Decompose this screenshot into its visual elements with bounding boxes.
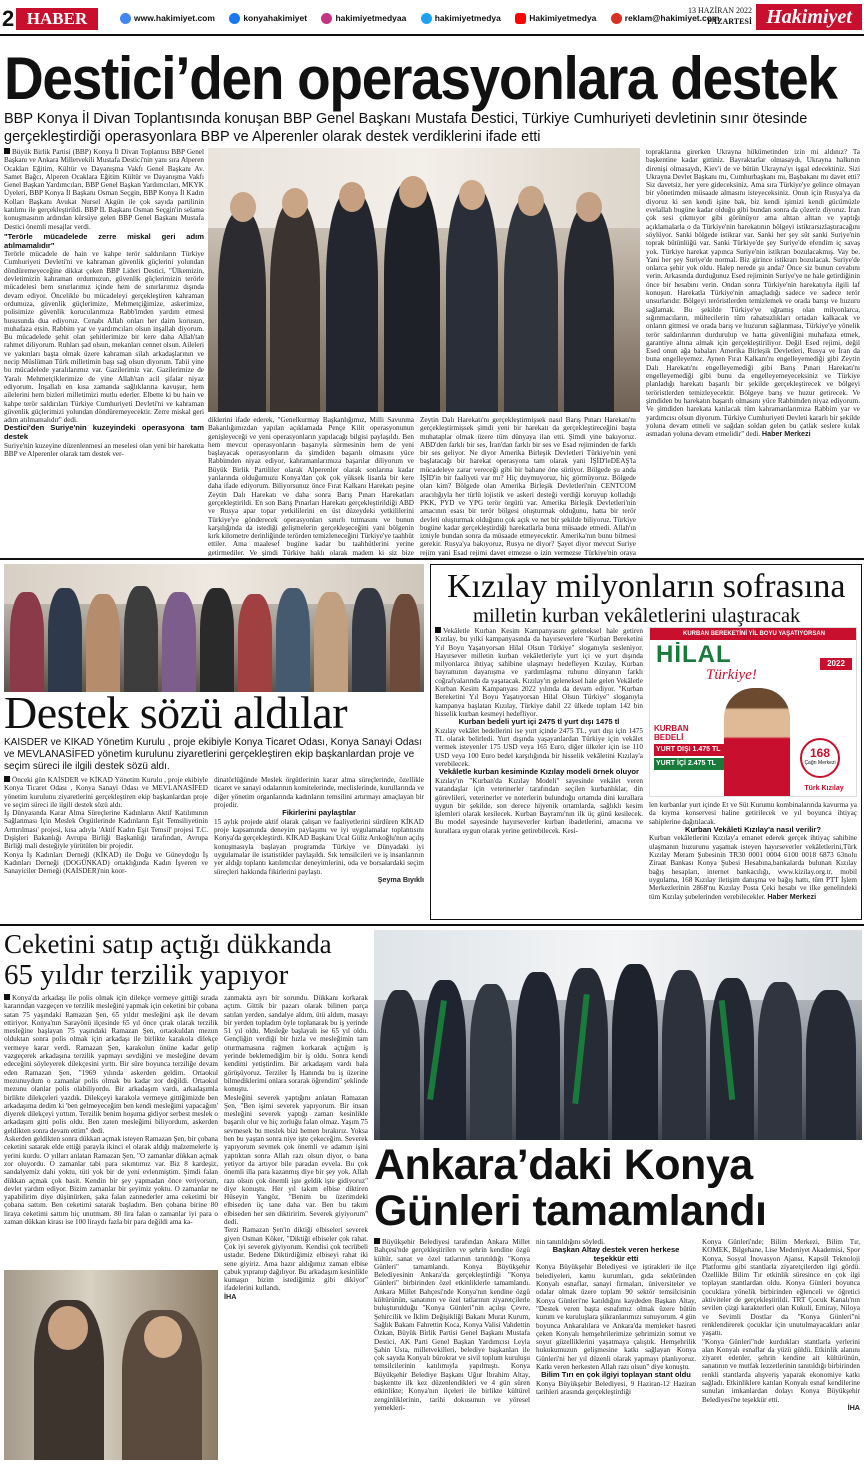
story5-paragraph: Konya Büyükşehir Belediyesi, 9 Haziran-12 Haziran tarihleri arasında gerçekleştirdiği (536, 1379, 696, 1397)
story1-paragraph: Büyük Birlik Partisi (BBP) Konya İl Divan Toplantısı BBP Genel Başkanı ve Ankara Milletvekili Mustafa Destici'nin yanı sıra Alperen Ocakları Eğitim, Kültür ve Dayanışma Vakfı Genel Başkanı Av. Samet Bağcı, Alperen Ocaklara Eğitim Kültür ve Dayanışma Vakfı Genel Başkan Yardımcıları, BBP Genel Başkan Yardımcıları, MKYK Üyeleri, BBP Konya İl Başkanı Osman Seçgin, BBP Konya İl Kadın Kolları Başkanı Avukat Nursel Akgün ile çok sayıda partilinin katılımı ile gerçekleştirildi. BBP İL Başkanı Osman Seçgin'in selama konuşmasının ardından kürsüye gelen BBP Genel Başkanı Mustafa Destici önemli mesajlar verdi. (4, 148, 204, 231)
story2-paragraph: İş Dünyasında Karar Alma Süreçlerine Kadınların Aktif Katılımının Sağlanması İçin Meslek Örgütlerinde Kadınların Eşit Temsiliyetinin Arttırılması' projesi, kısa adıyla 'Aktif Kadın Eşit Temsil' projesi T.C. Dışişleri Bakanlığı Avrupa Birliği Başkanlığı tarafından, Avrupa Birliği mali desteğiyle yürütülen bir projedir. (4, 809, 208, 851)
story3-headline-2: milletin kurban vekâletlerini ulaştıracak (473, 605, 801, 627)
page-number: 2 (2, 6, 15, 31)
bullet-square (4, 776, 10, 782)
divider (0, 558, 864, 560)
story5-col1 (374, 1238, 530, 1460)
ad-price-1: YURT DIŞI 1.475 TL (654, 744, 724, 756)
email-link[interactable]: reklam@hakimiyet.com (611, 13, 720, 23)
twitter-icon (421, 13, 432, 24)
story3-paragraph: Kızılay'ın "Kurban'da Kızılay Modeli" sayesinde vekâlet veren vatandaşlar için veterinerler tarafından seçilen kurbanlıklar, din görevlileri, veterinerler ve noterlerin bulunduğu ortamda dini kurallara uygun bir şekilde, son derece hijyenik ortamlarda, sağlıklı kesim işlemleri olarak kesilecek. Kurban Bayramı'nın ilk üç günü kesilecek. Bu model sayesinde hayırseverler kurban ibadetlerini, amacına ve kurallara uygun olarak yerine getirebilecek. Kesi- (435, 776, 643, 835)
facebook-icon (229, 13, 240, 24)
story5-paragraph: Büyükşehir Belediyesi tarafından Ankara Millet Bahçesi'nde gerçekleştirilen ve şehrin kendine özgü kültür, sanat ve özel tatlarının tanıtıldığı "Konya Günleri" tamamlandı. Konya Büyükşehir Belediyesinin Ankara'da gerçekleştirdiği "Konya Günleri" birbirinden özel etkinliklerle tamamlandı. Ankara Millet Bahçesi'nde Konya'nın kendine özgü kültürünün, sanatının ve özel tatlarının ziyaretçilerle buluşturulduğu "Konya Günleri"nin açılışı Çevre, Şehircilik ve İklim Değişikliği Bakanı Murat Kurum, Sağlık Bakanı Fahrettin Koca, Konya Valisi Vahdettin Özkan, Büyük Birlik Partisi Genel Başkanı Mustafa Destici, AK Parti Genel Başkan Yardımcısı Leyla Şahin Usta, milletvekilleri, belediye başkanları ile çok sayıda Konyalı bürokrat ve sivil toplum kuruluşu temsilcilerinin katılımıyla yapılmıştı. Konya Büyükşehir Belediye Başkanı Uğur İbrahim Altay, başkentte ilk kez düzenlendikleri ve 4 gün süren etkinlikte; Konya'nın ilçeleri ile birlikte kültürel zenginliklerinin, tarihi dokusunun ve yöresel yemekleri- (374, 1238, 530, 1412)
ad-hotline: 168 (809, 746, 831, 760)
ad-title-2: Türkiye! (706, 667, 757, 683)
story2-paragraph: Konya İş Kadınları Derneği (KİKAD) ile Doğu ve Güneydoğu İş Kadınları Derneği (DOGÜNKAD) ortaklığında Kadın İşveren ve Sanayiciler Derneği (KAİSDER)'nin koor- (4, 850, 208, 876)
ad-year: 2022 (820, 658, 852, 670)
story2-paragraph: 15 aylık projede aktif olarak çalışan ve faaliyetlerini sürdüren KİKAD proje kapsamında deneyim paylaşımı ve iyi uygulamalar toplantısını Konya'da gerçekleştirdi. KİKAD Başkanı Ucal Güliz Arıkoğlu'nun açılış konuşmasıyla başlayan programda Türkiye ve Dünyadaki iyi uygulamalar ile istatistikler paylaşıldı. Sık temsilcileri ve iş insanlarının yer aldığı toplantı katılımcılar deneyimlerini, oda ve borsalardaki seçim süreçleri hakkında fikirlerini paylaştı. (214, 817, 424, 876)
bullet-square (4, 148, 10, 154)
story1-col2: diklerini ifade ederek, "Genelkurmay Başkanlığımız, Milli Savunma Bakanlığımızdan yapılan açıklamada Pençe Kilit operasyonunun genişleyeceği ve yeni operasyonların yapılacağı bilgisi paylaşıldı. Ben hem mevcut operasyonların başarıyla sürmesinin hem de yeni başlayacak operasyonların da şimdiden başarılı olmasını yüce Rabbimden niyaz ediyor, kahramanlarımıza başarılar diliyorum ve Büyük Birlik Partililer olarak Alperenler olarak sonlarına kadar yanlarında olduğumuzu Konya'dan çok çok yüksek lisanla bir kere daha ifade ediyorum. Biliyorsunuz önce Fırat Kalkanı Harekatı peşine Zeytin Dalı Harekatı ve daha sonra Barış Pınarı Harekatları gerçekleştirildi. En son Barış Pınarları Harekatı gerçekleştirildiği ABD ve Rusya apar topar yetkililerini en üst düzeydeki yetkililerini Türkiye'ye gönderecek operasyonları sınırlı tutmasını ve bunun karşılığında da istediği gelişmelerin gerçekleşeceğini yani bölgenin kırk kilometre derinliğinde terörden temizleneceğini Türkiye'ye taahhüt ettiler. Ama maalesef bugüne kadar bu taahhütlerini yerine getirmediler. Ve şimdi Türkiye haklı olarak madem ki siz bize (208, 416, 414, 556)
ad-label-2: BEDELİ (654, 733, 684, 742)
social-links (120, 11, 720, 25)
story4-col2 (224, 994, 368, 1460)
story1-headline: Destici’den operasyonlara destek (4, 44, 837, 113)
youtube-link[interactable]: Hakimiyetmedya (515, 13, 596, 23)
story5-photo (374, 930, 862, 1140)
website-link[interactable]: www.hakimiyet.com (120, 13, 215, 23)
instagram-icon (321, 13, 332, 24)
story2-photo (4, 564, 424, 692)
bullet-square (4, 994, 10, 1000)
twitter-link[interactable]: hakimiyetmedya (421, 13, 501, 23)
story5-paragraph: Konya Günleri'nde; Bilim Merkezi, Bilim Tır, KOMEK, Bilgehane, Lise Medeniyet Akademisi, Spor Konya, Sosyal İnovasyon Ajansı, Kapsül Teknoloji Platformu gibi stantlarla ziyaretçilerden ilgi gördü. Özellikle Bilim Tır etkinlik süresince en çok ilgi toplayan stantlardan oldu. Konya Günleri boyunca çocuklara yönelik birbirinden eğlenceli ve öğretici aktiviteler de gerçekleştirildi. TRT Çocuk Kanalı'nın sevilen çizgi karakterleri olan Kukuli, Emiray, Niloya ve Sevimli Dostlar da "Konya Günleri"ni renklendirerek çocuklar için unutulmayacakları anlar yaşattı. (702, 1238, 860, 1338)
story2-paragraph: dinatörlüğünde Meslek örgütlerinin karar alma süreçlerinde, özellikle ticaret ve sanayi odalarının komitelerinde, meclislerinde, kurullarında ve diğer yönetim organlarında kadınların temsilini artırmayı amaçlayan bir projedir. (214, 776, 424, 809)
byline: Haber Merkezi (761, 429, 811, 439)
story1-paragraph: topraklarına girerken Ukrayna hükümetinden izin mi aldınız? Ta başkentine kadar gittiniz. Bayraktarlar olmasaydı, Ukrayna halkının direnişi olmasaydı, Kiev'i de ve bütün Ukrayna'yı işgal edecektiniz. Sizi Ukrayna Devlet Başkanı mı, Cumhurbaşkanı mı, Başbakanı mı davet etti? Siz davetsiz, her yere gideceksiniz. Ama sıra Türkiye'ye gelince olmayan bir yönetimden müsaade almasını isteyeceksiniz. Onun için Rusya'ya da diyoruz ki sen kendi işine bak, biz kendi işimizi kendi gücümüzle evelallah bugüne kadar olduğu gibi bundan sonra da çözeriz diyoruz. İran çok sesi çıkmıyor gibi görünüyor ama alttan alttan ve yaptığı açıklamalarla o da Türkiye'nin harekatının bölgeyi istikrarsızlaştıracağını söylüyor. Sanki bölgede istikrar var. Sanki her şey süt sanki Suriye'nin toprak bütünlüğü var. Sanki Türkiye'de şey Suriye'de efendim iç savaş yok. Türkiye harekat yapınca Suriye'nin istikrarı bozulacakmış. Vay be. Yani her şey Suriye'de normal. Biz girince istikrarı bozulacak. Suriye'de onlarca şehir yok oldu. Halep nerede şu anda? Önce siz bunun cevabını verin. Arkasında durduğunuz Esed rejiminin Suriye'ye ne hale getirdiğinin önce bir hesabını verin. Ondan sonra Türkiye'nin harekatıyla ilgili laf konuşun. Harekatla Türkiye'nin amaçladığı sadece ve sadece terör unsurlarıdır. Bölgeyi teröristlerden temizlemek ve orada barışı ve huzuru sağlamak. Bu şekilde Türkiye'ye uğramış olan milyonlarca, sığınmacıların, mültecilerin tüm rahatsızlıkları ortadan kalkacak ve onların gitmesi ve orada barış ve huzurun sağlanması, Türkiye'ye yönelik terör saldırılarının durdurulup ve hatta güvenliğini muhafaza etmek, garantiye altına almak için gerçekleştiriliyor. Değil Esed rejimi, değil Esed onun ağa babaları Amerika Birleşik Devletleri, Rusya ve İran da buna engelleyemez. Aynen Fırat Kalkanı'nı engelleyemediği gibi Zeytin Dalı Harekatı'nı engelleyemediği gibi Barış Pınarı Harekatı'nı engelleyemediği gibi bunu da engelleyemeyeceksiniz ve Türkiye planladığı harekatı başarılı bir şekilde gerçekleştirecek ve bölgeyi teröristlerden temizleyecektir. Bölgeye barış ve huzur getirecek. Ve şimdiden bu harekatın başarılı olmasını yüce Rabbimden niyaz ediyorum. Ve şimdiden harekata katılacak tüm kahramanlarımıza Rabbim yar ve yardımcısı olsun diyorum. Türkiye Cumhuriyeti Devleti kararlı bir şekilde yoluna devam etmeli ve sağdan soldan gelen bu çatlak seslere kulak asmadan yoluna devam etmelidir" dedi. (646, 148, 860, 439)
story3-subhead: Vekâletle kurban kesiminde Kızılay modeli örnek oluyor (438, 767, 640, 777)
issue-day: PAZARTESİ (707, 17, 752, 26)
story4-col1 (4, 994, 218, 1266)
story1-deck: BBP Konya İl Divan Toplantısında konuşan BBP Genel Başkanı Mustafa Destici, Türkiye Cumhuriyeti devletinin sınır ötesinde gerçekleştirdiği operasyonlara BBP ve Alperenler olarak destek verdiklerini ifade etti (4, 111, 808, 145)
mail-icon (611, 13, 622, 24)
story4-photo (4, 1270, 218, 1460)
bullet-square (435, 627, 441, 633)
issue-date: 13 HAZİRAN 2022 (688, 6, 752, 15)
story1-col4 (646, 148, 860, 556)
story5-col3 (702, 1238, 860, 1460)
ad-title: HİLAL (656, 642, 732, 668)
youtube-icon (515, 13, 526, 24)
story4-paragraph: Konya'da arkadaşı ile polis olmak için dilekçe vermeye gittiği sırada kararından vazgeçen ve terzilik mesleğini yapmak için ceketini bir çobana satan 75 yaşındaki Ramazan Şen, 65 yıldır mesleğini aşk ile devam ettiriyor. Konya'nın Sarayönü ilçesinde 65 yıl önce çırak olarak terzilik mesleğine başlayan 75 yaşındaki Ramazan Şen, ortaokuldan mezun olduktan sonra polis olmak için arkadaşı ile birlikte karakola dilekçe vermeye karar verdi. Ramazan Şen, karakolun önüne kadar gelip vazgeçerek arkadaşına terzilik yapmayı sevdiğini ve mesleğine devam edeceğini söyleyerek dilekçesini yırttı. Bir süre boyunca terziliğe devam eden Ramazan Şen, "1969 yılında askerden geldim. Ortaokul mezunuydum o zamanlar polis olmak bu kadar zor değildi. Ortaokul mezunu olanlar polis olabiliyordu. Bir arkadaşım vardı, arkadaşımla birlikte dilekçeleri yazdık. Dilekçeyi karakola vermeye gittiğimizde ben arkadaşıma dedim ki 'ben gelmeyeceğim ben kendi mesleğimi yapacağım' diyerek dilekçeyi yırttım. Terzilik benim hoşuma gidiyor serbest meslek o arkadaşım gitti polis oldu. Ben zaten mesleğimi biliyordum, askerden geldikten sonra devam ettim" dedi. (4, 994, 218, 1135)
ad-hotline-label: Çağrı Merkezi (804, 760, 836, 766)
story4-paragraph: Terzi Ramazan Şen'in diktiği elbiseleri severek giyen Osman Köker, "Diktiği elbiseler çok rahat. Çok iyi severek giyiyorum. Kendisi çok tecrübeli ustadır. Bedene Diktirdiğimiz elbiseyi rahat iki sene giyiriz. Ama hazır aldığımız zaman elbise çabuk yıpranıp dağılıyor. Bu arkadaşım kesinlikle kumaşın bizim istediğimiz gibi dikiyor" ifadelerini kullandı. (224, 1226, 368, 1293)
story4-paragraph: zanmakta ayrı bir sorundu. Dükkanı korkarak açtım. Gittik bir pazarı olarak bilinen parça satılan yerden, sandalye aldım, ütü aldım, masayı bir yerden topladım öyle toplanarak bu iş yerinde 51 yıl oldu. Mesleğe başlayalı ise 65 yıl oldu. Gençliğin verdiği bir hızla ve mesleğimin tam oturmamasına rağmen korkarak açtığım iş yerinde beklemediğim bir iş oldu. Sonra kendi kendimi yetiştirdim. Bir arkadaşım vardı hala görüşüyoruz. Terziler İş Hanında bu iş üzerine bilmediklerimi onlara sorarak öğrendim" şeklinde konuştu. (224, 994, 368, 1094)
divider (0, 924, 864, 926)
story1-subhead: Destici'den Suriye'nin kuzeyindeki operasyona tam destek (4, 423, 204, 441)
story2-subhead: Fikirlerini paylaştılar (282, 808, 356, 818)
newspaper-logo: Hakimiyet (756, 4, 862, 30)
bullet-square (374, 1238, 380, 1244)
story3-subhead: Kurban bedeli yurt içi 2475 tl yurt dışı 1475 tl (458, 717, 620, 727)
story1-col3: Zeytin Dalı Harekatı'nı gerçekleştirmişsek nasıl Barış Pınarı Harekatı'nı gerçekleştirmişsek şimdi yeni bir harekatı da gerçekleştireceğini başta muhataplar olmak üzere tüm dünyaya ilan etti. Şimdi yine bakıyoruz. ABD'den farklı bir ses, İran'dan farklı bir ses ve Esad rejiminden de farklı bir ses geliyor. Ne diyor Amerika Birleşik Devletleri Türkiye'nin yeni başlatacağı bir harekat operasyona tam olarak yani İŞİD'leDEAŞ'la mücadeleye zarar vereceği gibi bir bahane öne sürüyor. Bölgede şu anda İŞİD'in bir faaliyeti var mı? Hiç duymuyoruz, hiç görmüyoruz. Bölgede olan kim? Bölgede olan Amerika Birleşik Devletleri'nin CENTCOM aracılığıyla her türlü lojistik ve askeri desteği verdiği koruyup kolladığı PKK, PYD ve YPG terör örgütü var. Amerika Birleşik Devletleri'nin amacının esası bir terör bölgesi oluşturmak olduğunu, hatta bir terör devleti oluşturmak olduğunu çok açık ve net bir şekilde biliyoruz. Türkiye bugüne kadar gerçekleştirdiği harekatlarla buna müsaade etmedi. Allah'ın izniyle bundan sonra da müsaade etmeyecektir. Amerika'nın bunu bilmesi gerekir. Rusya'ya bakıyoruz, Rusya ne diyor? Şayet diyor mevcut Suriye rejim yani Esad rejimi davet etmezse o izin vermezse Türkiye'nin oraya (420, 416, 636, 556)
story5-subhead: Başkan Altay destek veren herkese teşekkür etti (552, 1245, 680, 1263)
ad-price-panel (654, 724, 724, 794)
section-label: HABER (16, 8, 98, 30)
byline: İHA (224, 1291, 237, 1301)
facebook-link[interactable]: konyahakimiyet (229, 13, 307, 23)
story5-paragraph: Konya Büyükşehir Belediyesi ve iştirakleri ile ilçe belediyeleri, kamu kurumları, gıda sektöründen Konyalı esnaflar, sanayi firmaları, üniversiteler ve odalar olmak üzere toplam 90 sektör temsilcisinin Konya Günleri'ne katıldığını kaydeden Başkan Altay, "Destek veren başta esnafımız olmak üzere bütün kurum ve kuruluşlara şükranlarımızı sunuyorum. 4 gün boyunca Ankaralılara ve Ankara'da memleket hasreti çeken Konyalı hemşehrilerimize şehrimizin somut ve soyut güzelliklerini yaşatmaya çalıştık. Hemşehrilik hukukumuzun gelişmesine katkı sağlayan Konya Günleri'ni her yıl düzenli olarak yapmayı planlıyoruz. Katkı veren herkesten Allah razı olsun" diye konuştu. (536, 1263, 696, 1372)
story5-headline-2: Günleri tamamlandı (374, 1187, 767, 1235)
story2-col2 (214, 776, 424, 920)
story5-subhead: Bilim Tırı en çok ilgiyi toplayan stant oldu (541, 1370, 691, 1380)
story3-paragraph: Kurban vekâletlerini Kızılay'a emanet ederek gerçek ihtiyaç sahibine ulaşmanın huzurunu yaşamak isteyen hayırseverler vekâletlerini,Türk Kızılay Meram Şubesinin TR30 0001 0004 6100 0018 6873 63nolu Ziraat Bankası Konya Şubesi Hesabına,bankalarda bulunan Kızılay bağış hesapları, internet bankacılığı, www.kizilay.org.tr, mobil uygulama, 168 Kızılay iletişim danışma ve bağış hattı, tüm PTT İşlem Merkezlerinin 2868'nu Kızılay Posta Çeki hesabı ve ilke genelindeki tüm Kızılay şubelerinden verebilecekler. (649, 834, 857, 901)
story2-deck: KAİSDER ve KİKAD Yönetim Kurulu , proje ekibiyle Konya Ticaret Odası, Konya Sanayi Odası ve MEVLANASİFED yönetim kurulunu ziyaretlerini gerçekleştiren ekip başkanlardan proje ve seçim süreci ile ilgili destek sözü aldı. (4, 737, 422, 772)
story2-paragraph: Önceki gün KAİSDER ve KİKAD Yönetim Kurulu , proje ekibiyle Konya Ticaret Odası , Konya Sanayi Odası ve MEVLANASİFED yönetim kurulunu ziyaretlerini gerçekleştiren ekip başkanlardan proje ve seçim süreci ile ilgili destek sözü aldı. (4, 776, 208, 809)
story1-paragraph: Suriye'nin kuzeyine düzenlenmesi an meselesi olan yeni bir harekatta BBP ve Alperenler olarak tam destek ver- (4, 441, 204, 458)
ad-label-1: KURBAN (654, 724, 689, 733)
story3-paragraph: Vekâletle Kurban Kesim Kampanyasını geleneksel hale getiren Kızılay, bu yılki kampanyasında da hayırseverlere "Kurban Bereketini Yıl Boyu Yaşatıyorsan Hilal Olsun Türkiye" sloganıyla sesleniyor. Hayırsever milletin kurban vekâletleriyle yurt içi ve yurt dışında milyonlarca ihtiyaç sahibine ulaşmayı hedefleyen Kızılay, Kurban bayramının dayanışma ve yardımlaşma ruhunu dünyanın farklı coğrafyalarında da yaşatacak. Kızılay'ın geleneksel hale gelen Vekâletle Kurban Kesim Kampanyası 2022 yılında da devam ediyor. "Kurban Bereketini Yıl Boyu Yaşatıyorsan Hilal Olsun Türkiye" sloganıyla kampanya başlatan Kızılay, Türkiye dahil 22 ülkede toplam 142 bin hisselik kurban kesmeyi hedefliyor. (435, 627, 643, 718)
story5-col2 (536, 1238, 696, 1460)
ad-price-2: YURT İÇİ 2.475 TL (654, 758, 724, 770)
story1-subhead: "Terörle mücadelede zerre miskal geri adım atılmamalıdır" (4, 231, 204, 250)
ad-brand: Türk Kızılay (804, 785, 844, 792)
story4-headline-2: 65 yıldır terzilik yapıyor (4, 959, 289, 991)
byline: Şeyma Bıyıklı (377, 874, 424, 884)
byline: Haber Merkezi (767, 891, 817, 901)
byline: İHA (847, 1402, 860, 1412)
story3-paragraph: len kurbanlar yurt içinde Et ve Süt Kurumu kombinalarında kavurma ya da kıyma konservesi haline getirilecek ve yıl boyunca ihtiyaç sahiplerine dağıtılacak. (649, 801, 857, 826)
story3-col2 (649, 801, 857, 917)
story3-headline-1: Kızılay milyonların sofrasına (447, 569, 846, 605)
story5-paragraph: nin tanıtıldığını söyledi. (536, 1238, 605, 1246)
instagram-link[interactable]: hakimiyetmedyaa (321, 13, 406, 23)
story2-col1 (4, 776, 208, 920)
story1-paragraph: Terörle mücadele de hain ve kahpe terör saldırıların Türkiye Cumhuriyeti Devleti'ni ve kahraman güvenlik güçlerini yolundan döndüremeyeceğine dikkat çeken BBP Lideri Destici, "Ülkemizin, devletimizin kahraman ordumuzun, güvenlik güçlerimizin terörle mücadelesi hem sınırlarımız içinde hem de sınırlarımız dışında devam ediyor. Öncelikle bu mücadeleyi gerçekleştiren kahraman ordumuza, güvenlik güçlerimize, Mehmetçiğimize, askerimize, polisimize güvenlik korucularımıza Rabb'imden yardım etmesi hususunda dua ediyoruz. Cenabı Allah onları her daim korusun, muhafaza etsin. Rabbim yar ve yardımcıları olsun inşallah diyorum. Bu mücadelede şehit olan şehitlerimize bir kere daha Allah'tan rahmet diliyorum. Ruhları şad olsun, mekanları cennet olsun. Aileleri ve yakınları başta olmak üzere kahraman silah arkadaşlarının ve necip Müslüman Türk milletimin başı sağ olsun diyorum. Tabii yine bu mücadelede yaralılarımız var. Gazilerimiz var. Gazilerimize de Yaralı Mehmetçiklerimize de yine Allah'tan acil şifalar niyaz ediyorum. İnşallah en kısa zamanda sağlıklarına kavuşur, hem ailelerini hem bizleri milletimizi mutlu ederler. Elbette ki bu hain ve kahpe terör saldırıları Türkiye Cumhuriyeti Devleti'ni ve kahraman güvenlik güçlerimizi yolundan döndüremeyecektir. Zerre miskal geri adım atılmamalıdır" dedi. (4, 250, 204, 425)
story3-subhead: Kurban Vekâleti Kızılay'a nasıl verilir? (684, 824, 822, 834)
ad-boy-image (724, 688, 790, 796)
story5-headline-1: Ankara’daki Konya (374, 1141, 753, 1189)
story1-photo (208, 148, 640, 412)
story3-col1 (435, 627, 643, 917)
globe-icon (120, 13, 131, 24)
story1-col1 (4, 148, 204, 556)
ad-top-strip: KURBAN BEREKETİNİ YİL BOYU YAŞATIYORSAN (650, 628, 857, 640)
ad-hotline-badge (800, 738, 840, 778)
story3-box (430, 564, 862, 920)
masthead-bar (0, 0, 864, 36)
kizilay-ad (649, 627, 857, 797)
story5-paragraph: "Konya Günleri"nde kurdukları stantlarla yerlerini alan Konyalı esnaflar da yüzü güldü. Etkinlik alanını ziyaret edenler, şehrin kendine ait kültürünün, sanatının ve mutfak lezzetlerinin tanıtıldığı birbirinden renkli stantlarda alışveriş yaparak ekonomiye katkı sağladı. Etkinliklere katılan Konyalı esnaf kendilerine sunulan imkanlardan dolayı Konya Büyükşehir Belediyesi'ne teşekkür etti. (702, 1337, 860, 1404)
story3-paragraph: Kızılay vekâlet bedellerini ise yurt içinde 2475 TL, yurt dışı için 1475 TL olarak belirledi. Yurt dışında yaşayanlardan Türkiye için vekâlet vermek isteyenler 175 USD veya 165 Euro, diğer ülkeler için ise 110 USD veya 100 Euro bedel karşılığında bir hisselik vekâletini Kızılay'a verebilecek. (435, 726, 643, 769)
story4-paragraph: Mesleğini severek yaptığını anlatan Ramazan Şen, "Ben işimi severek yapıyorum. Bir insan mesleğini severek yaptığı zaman kesinlikle başarılı olur ve hiç zorluğu falan olmaz. Yaşım 75 sevmesek bu meslek bizi hemen bırakırız. Yoksa ben bu yaştan sonra niye işte çekeceğim. Severek yapıyorum sevmek çok önemli ve adamın işini yaptıktan sonra Allah razı olsun diyor, o bana yetiyor da artıyor bile paradan evvela. Bu çok önemli illa para kazanmış diye bir şey yok. Allah razı olsun çok önemli işte geldik işte gidiyoruz" diye konuştu. Her yıl takım elbise diktiren Hüseyin Yangöz, "Benim bu üzerimdeki elbiseden üç tane daha var. Ben bu takım elbiseden her sen diktiririm. Severek giyiyorum" dedi. (224, 1093, 368, 1227)
story4-paragraph: Askerden geldikten sonra dükkan açmak isteyen Ramazan Şen, bir çobana ceketini satarak elde ettiği parayla ikinci el olarak aldığı malzemelerle iş yerini kurdu. O yılları anlatan Ramazan Şen, "O zamanlar dükkan açmak zor oluyordu. O zamanlar tabi para sıkıntımız var. Biz 8 kardeşiz, sandalyemiz dahi yoktu, tüti yok bir de yeni evlenmiştim. Şimdi falan dükkan açmak çok basit. Kendin bir şey yapmadan önce veriyorsun, devlet yardım ediyor. Bizim zamanlar bir şeyimiz yoktu. O zamanlar ne yapabilirim diye düşünürken, şaka falan zannederler ama ceketimi bir çobana sattım. Ben ceketimi satarak başladım. Ben çobana birine 80 liraya ceketimi sattım hiç unutmam. 80 lira falan o zamanlar iyi para o zaman dükkan kirası ise 100 liraydı fazla bir para değildi ama ka- (4, 1135, 218, 1227)
story4-headline-1: Ceketini satıp açtığı dükkanda (4, 929, 332, 959)
story2-headline: Destek sözü aldılar (4, 690, 348, 736)
